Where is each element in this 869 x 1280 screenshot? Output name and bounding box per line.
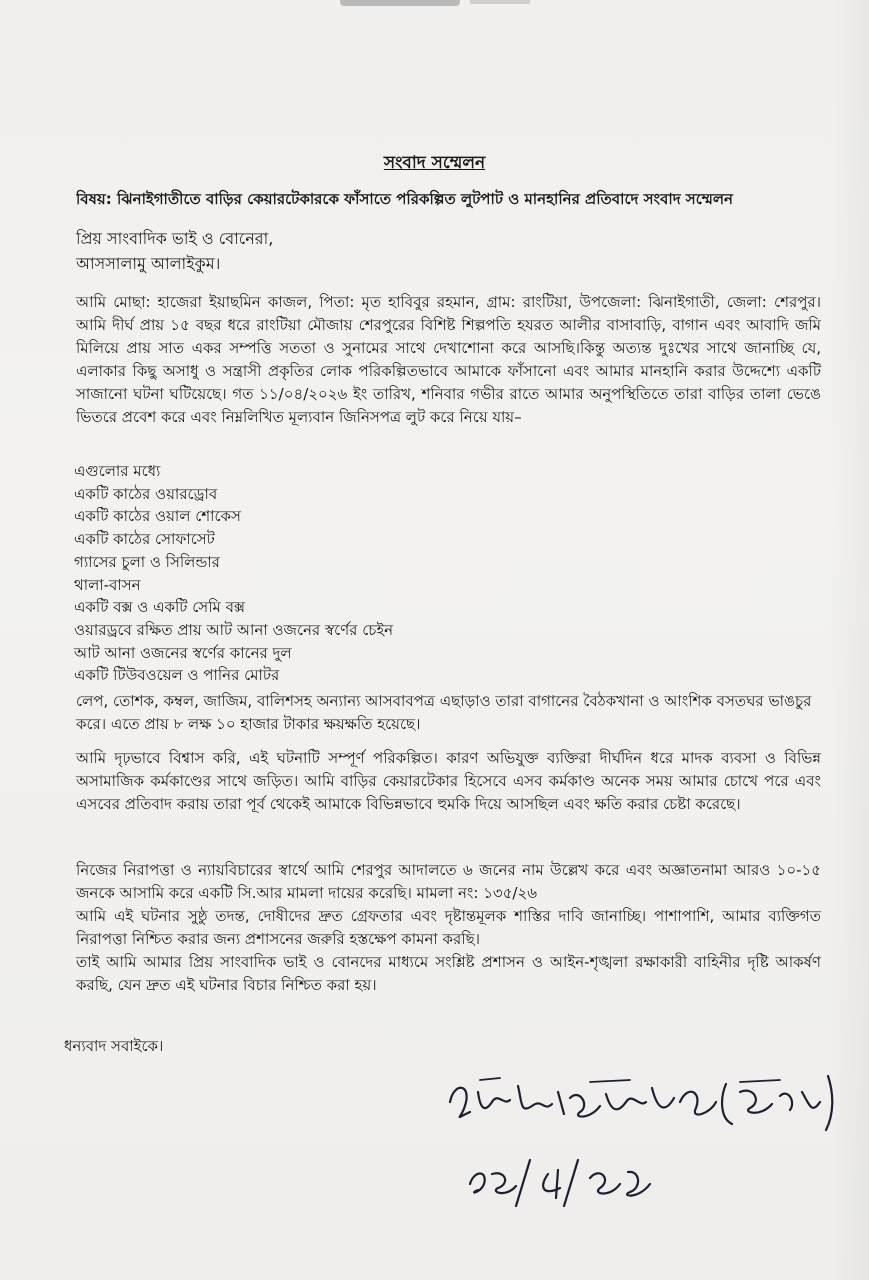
paper-edge-mark-small	[470, 0, 530, 4]
list-item: একটি কাঠের সোফাসেট	[74, 530, 215, 549]
list-item: গ্যাসের চুলা ও সিলিন্ডার	[74, 552, 220, 571]
intro-paragraph: আমি মোছা: হাজেরা ইয়াছমিন কাজল, পিতা: মৃত হাবিবুর রহমান, গ্রাম: রাংটিয়া, উপজেলা: ঝিনাইগাতী, জেলা: শেরপুর। আমি দীর্ঘ প্রায় ১৫ বছর ধরে রাংটিয়া মৌজায় শেরপুরের বিশিষ্ট শিল্পপতি হযরত আলীর বাসাবাড়ি, বাগান এবং আবাদি জমি মিলিয়ে প্রায় সাত একর সম্পত্তি সততা ও সুনামের সাথে দেখাশোনা করে আসছি।কিন্তু অত্যন্ত দুঃখের সাথে জানাচ্ছি যে, এলাকার কিছু অসাধু ও সন্ত্রাসী প্রকৃতির লোক পরিকল্পিতভাবে আমাকে ফাঁসানো এবং আমার মানহানি করার উদ্দেশ্যে একটি সাজানো ঘটনা ঘটিয়েছে। গত ১১/০৪/২০২৬ ইং তারিখ, শনিবার গভীর রাতে আমার অনুপস্থিতিতে তারা বাড়ির তালা ভেঙে ভিতরে প্রবেশ করে এবং নিম্নলিখিত মূল্যবান জিনিসপত্র লুট করে নিয়ে যায়–	[76, 293, 821, 426]
belief-paragraph: আমি দৃঢ়ভাবে বিশ্বাস করি, এই ঘটনাটি সম্পূর্ণ পরিকল্পিত। কারণ অভিযুক্ত ব্যক্তিরা দীর্ঘদিন ধরে মাদক ব্যবসা ও বিভিন্ন অসামাজিক কর্মকাণ্ডের সাথে জড়িত। আমি বাড়ির কেয়ারটেকার হিসেবে এসব কর্মকাণ্ড অনেক সময় আমার চোখে পরে এবং এসবের প্রতিবাদ করায় তারা পূর্ব থেকেই আমাকে বিভিন্নভাবে হুমকি দিয়ে আসছিল এবং ক্ষতি করার চেষ্টা করেছে।	[76, 749, 821, 813]
case-paragraph-1: নিজের নিরাপত্তা ও ন্যায়বিচারের স্বার্থে আমি শেরপুর আদালতে ৬ জনের নাম উল্লেখ করে এবং অজ্ঞাতনামা আরও ১০-১৫ জনকে আসামি করে একটি সি.আর মামলা দায়ের করেছি। মামলা নং: ১৩৫/২৬	[76, 861, 821, 902]
salutation-line-2: আসসালামু আলাইকুম।	[76, 254, 221, 273]
list-item: একটি বক্স ও একটি সেমি বক্স	[74, 598, 245, 617]
case-paragraph-block	[76, 859, 821, 997]
salutation-block	[76, 226, 836, 276]
handwritten-signature-date	[460, 1148, 680, 1208]
list-item: একটি কাঠের ওয়ারড্রোব	[74, 484, 218, 503]
document-title: সংবাদ সম্মেলন	[383, 153, 486, 173]
case-paragraph-3: তাই আমি আমার প্রিয় সাংবাদিক ভাই ও বোনদের মাধ্যমে সংশ্লিষ্ট প্রশাসন ও আইন-শৃঙ্খলা রক্ষাকারী বাহিনীর দৃষ্টি আকর্ষণ করছি, যেন দ্রুত এই ঘটনার বিচার নিশ্চিত করা হয়।	[76, 953, 821, 994]
list-item: ওয়ারড্রবে রক্ষিত প্রায় আট আনা ওজনের স্বর্ণের চেইন	[74, 620, 394, 639]
items-note-paragraph: লেপ, তোশক, কম্বল, জাজিম, বালিশসহ অন্যান্য আসবাবপত্র এছাড়াও তারা বাগানের বৈঠকখানা ও আংশিক বসতঘর ভাঙচুর করে। এতে প্রায় ৮ লক্ষ ১০ হাজার টাকার ক্ষয়ক্ষতি হয়েছে।	[76, 692, 812, 733]
list-item: থালা-বাসন	[74, 575, 141, 594]
paper-edge-mark	[340, 0, 460, 6]
list-item: একটি টিউবওয়েল ও পানির মোটর	[74, 666, 280, 685]
document-subject: বিষয়: ঝিনাইগাতীতে বাড়ির কেয়ারটেকারকে ফাঁসাতে পরিকল্পিত লুটপাট ও মানহানির প্রতিবাদে সংবাদ সম্মেলন	[76, 190, 734, 208]
looted-items-list	[74, 460, 834, 687]
list-item: আট আনা ওজনের স্বর্ণের কানের দুল	[74, 643, 292, 662]
salutation-line-1: প্রিয় সাংবাদিক ভাই ও বোনেরা,	[76, 229, 274, 248]
handwritten-signature	[440, 1062, 840, 1142]
list-item: এগুলোর মধ্যে	[74, 462, 161, 480]
case-paragraph-2: আমি এই ঘটনার সুষ্ঠু তদন্ত, দোষীদের দ্রুত গ্রেফতার এবং দৃষ্টান্তমূলক শাস্তির দাবি জানাচ্ছি। পাশাপাশি, আমার ব্যক্তিগত নিরাপত্তা নিশ্চিত করার জন্য প্রশাসনের জরুরি হস্তক্ষেপ কামনা করছি।	[76, 907, 821, 948]
closing-text: ধন্যবাদ সবাইকে।	[64, 1037, 164, 1055]
page-edge-shadow	[829, 0, 869, 1280]
list-item: একটি কাঠের ওয়াল শোকেস	[74, 507, 241, 526]
